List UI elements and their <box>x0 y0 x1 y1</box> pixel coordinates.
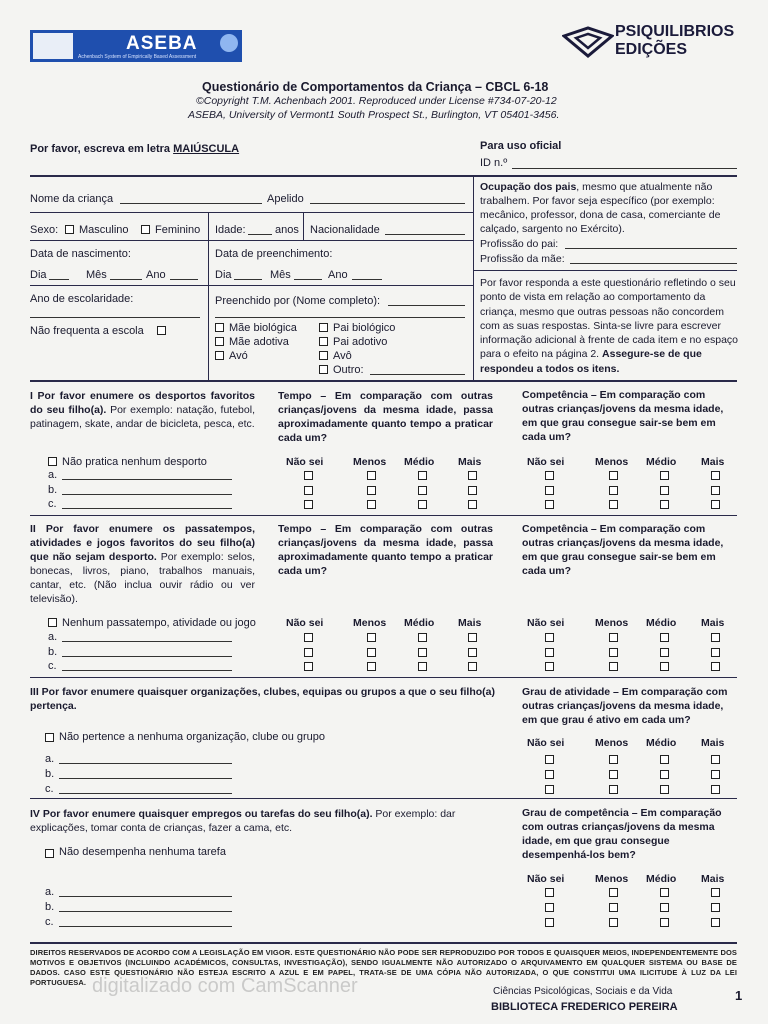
item-field[interactable] <box>59 778 232 779</box>
section-4-competence-rating-checkbox[interactable] <box>545 888 554 897</box>
footer-divider <box>30 942 737 944</box>
section-2-competence-scale-header: Menos <box>595 617 629 629</box>
cell-divider <box>303 212 304 240</box>
birth-year-field[interactable] <box>170 279 198 280</box>
section-2-time-scale-header: Não sei <box>286 617 324 629</box>
item-label: b. <box>45 768 55 780</box>
item-field[interactable] <box>59 896 232 897</box>
section-2-time-question: Tempo – Em comparação com outras crianças/jovens da mesma idade, passa aproximadamente quanto tempo a praticar cada um? <box>278 523 493 577</box>
section-4-competence-rating-checkbox[interactable] <box>711 888 720 897</box>
section-1-competence-scale-header: Mais <box>701 456 725 468</box>
item-field[interactable] <box>62 641 232 642</box>
section-3-competence-rating-checkbox[interactable] <box>711 770 720 779</box>
male-label: Masculino <box>79 224 129 236</box>
grandma-checkbox[interactable] <box>215 351 224 360</box>
section-1-time-question: Tempo – Em comparação com outras crianças/jovens da mesma idade, passa aproximadamente quanto tempo a praticar cada um? <box>278 390 493 444</box>
section-3-competence-rating-checkbox[interactable] <box>609 755 618 764</box>
section-1-time-rating-checkbox[interactable] <box>418 486 427 495</box>
section-4-competence-rating-checkbox[interactable] <box>545 918 554 927</box>
section-divider <box>30 798 737 799</box>
other-field[interactable] <box>370 374 465 375</box>
item-field[interactable] <box>62 479 232 480</box>
item-field[interactable] <box>59 926 232 927</box>
section-4-competence-rating-checkbox[interactable] <box>660 918 669 927</box>
section-1-competence-rating-checkbox[interactable] <box>545 471 554 480</box>
item-label: c. <box>45 916 54 928</box>
section-2-time-scale-header: Menos <box>353 617 387 629</box>
school-year-field[interactable] <box>30 317 200 318</box>
years-label: anos <box>275 224 299 236</box>
fill-day-label: Dia <box>215 269 232 281</box>
id-field[interactable] <box>512 168 737 169</box>
globe-icon <box>220 34 238 52</box>
section-2-competence-rating-checkbox[interactable] <box>660 662 669 671</box>
father-adopt-checkbox[interactable] <box>319 337 328 346</box>
section-3-competence-rating-checkbox[interactable] <box>609 785 618 794</box>
section-1-time-rating-checkbox[interactable] <box>418 500 427 509</box>
section-1-competence-rating-checkbox[interactable] <box>609 500 618 509</box>
fill-month-label: Mês <box>270 269 291 281</box>
section-2-time-rating-checkbox[interactable] <box>304 633 313 642</box>
section-3-none-label: Não pertence a nenhuma organização, clube ou grupo <box>59 731 326 743</box>
section-4-competence-rating-checkbox[interactable] <box>711 903 720 912</box>
instructions-emphasis: Assegure-se de que respondeu a todos os itens. <box>480 348 702 375</box>
section-1-title <box>30 389 255 431</box>
copyright-line: ©Copyright T.M. Achenbach 2001. Reproduced under License #734-07-20-12 <box>196 95 557 107</box>
item-field[interactable] <box>62 494 232 495</box>
publisher-emblem-icon <box>562 26 614 60</box>
sex-label: Sexo: <box>30 224 59 236</box>
section-2-time-rating-checkbox[interactable] <box>304 662 313 671</box>
section-4-competence-rating-checkbox[interactable] <box>609 918 618 927</box>
item-label: c. <box>48 660 57 672</box>
section-2-time-rating-checkbox[interactable] <box>468 662 477 671</box>
instructions-body: Por favor responda a este questionário refletindo o seu ponto de vista em relação ao comportamento da criança, mesmo que outras pessoas não concordem com as suas respostas. Sinta-se livre para escrever informação adicional à frente de cada item e no espaço para o efeito na página 2. <box>480 277 738 361</box>
mother-bio-checkbox[interactable] <box>215 323 224 332</box>
section-3-title: III Por favor enumere quaisquer organizações, clubes, equipas ou grupos a que o seu filho(a) pertença. <box>30 686 496 712</box>
section-2-none-checkbox[interactable] <box>48 618 57 627</box>
section-2-competence-rating-checkbox[interactable] <box>545 633 554 642</box>
birth-year-label: Ano <box>146 269 166 281</box>
section-4-none-checkbox[interactable] <box>45 849 54 858</box>
section-3-competence-scale-header: Mais <box>701 737 725 749</box>
section-2-time-rating-checkbox[interactable] <box>418 662 427 671</box>
section-2-time-rating-checkbox[interactable] <box>367 648 376 657</box>
section-1-time-rating-checkbox[interactable] <box>367 486 376 495</box>
section-2-time-scale-header: Médio <box>404 617 435 629</box>
section-3-competence-scale-header: Menos <box>595 737 629 749</box>
publisher-name: PSIQUILIBRIOS <box>615 23 735 40</box>
mother-adopt-label: Mãe adotiva <box>229 336 289 348</box>
section-4-competence-rating-checkbox[interactable] <box>609 903 618 912</box>
section-1-competence-rating-checkbox[interactable] <box>711 500 720 509</box>
section-1-competence-rating-checkbox[interactable] <box>711 486 720 495</box>
section-2-title <box>30 522 255 606</box>
section-4-competence-scale-header: Menos <box>595 873 629 885</box>
section-1-competence-rating-checkbox[interactable] <box>660 486 669 495</box>
section-2-competence-rating-checkbox[interactable] <box>609 633 618 642</box>
birth-month-field[interactable] <box>110 279 142 280</box>
fill-year-label: Ano <box>328 269 348 281</box>
row-divider <box>30 240 473 241</box>
section-2-competence-rating-checkbox[interactable] <box>545 662 554 671</box>
section-3-competence-scale-header: Não sei <box>527 737 565 749</box>
item-label: b. <box>48 646 58 658</box>
scanner-watermark: digitalizado com CamScanner <box>92 975 358 997</box>
publisher-logo <box>562 26 614 63</box>
item-label: c. <box>45 783 54 795</box>
section-1-competence-rating-checkbox[interactable] <box>660 500 669 509</box>
row-divider <box>30 285 473 286</box>
section-2-competence-rating-checkbox[interactable] <box>545 648 554 657</box>
section-1-time-rating-checkbox[interactable] <box>367 500 376 509</box>
section-2-competence-rating-checkbox[interactable] <box>711 633 720 642</box>
section-4-competence-rating-checkbox[interactable] <box>711 918 720 927</box>
aseba-logo-text: ASEBA <box>126 33 198 54</box>
section-1-time-rating-checkbox[interactable] <box>418 471 427 480</box>
item-label: a. <box>45 886 55 898</box>
father-adopt-label: Pai adotivo <box>333 336 388 348</box>
section-2-time-scale-header: Mais <box>458 617 482 629</box>
fill-month-field[interactable] <box>294 279 322 280</box>
section-1-competence-scale-header: Não sei <box>527 456 565 468</box>
section-2-competence-rating-checkbox[interactable] <box>609 648 618 657</box>
section-3-competence-rating-checkbox[interactable] <box>711 785 720 794</box>
section-1-competence-rating-checkbox[interactable] <box>609 471 618 480</box>
surname-field[interactable] <box>310 203 465 204</box>
section-1-time-rating-checkbox[interactable] <box>468 486 477 495</box>
item-field[interactable] <box>59 911 232 912</box>
item-field[interactable] <box>59 763 232 764</box>
section-4-competence-scale-header: Mais <box>701 873 725 885</box>
section-4-competence-rating-checkbox[interactable] <box>545 903 554 912</box>
section-2-competence-rating-checkbox[interactable] <box>660 633 669 642</box>
parents-occupation-text <box>480 180 738 236</box>
section-2-time-rating-checkbox[interactable] <box>468 633 477 642</box>
filled-by-label: Preenchido por (Nome completo): <box>215 295 381 307</box>
section-4-competence-rating-checkbox[interactable] <box>609 888 618 897</box>
page-number: 1 <box>735 988 743 1003</box>
section-1-time-rating-checkbox[interactable] <box>304 486 313 495</box>
section-4-competence-scale-header: Não sei <box>527 873 565 885</box>
section-2-time-rating-checkbox[interactable] <box>418 648 427 657</box>
fill-date-label: Data de preenchimento: <box>215 248 333 260</box>
mother-bio-label: Mãe biológica <box>229 322 297 334</box>
item-label: a. <box>48 469 58 481</box>
row-divider <box>473 270 737 271</box>
section-3-competence-rating-checkbox[interactable] <box>545 785 554 794</box>
form-title: Questionário de Comportamentos da Criança – CBCL 6-18 <box>202 80 549 94</box>
section-1-time-rating-checkbox[interactable] <box>468 471 477 480</box>
section-3-competence-rating-checkbox[interactable] <box>711 755 720 764</box>
section-1-competence-rating-checkbox[interactable] <box>609 486 618 495</box>
item-label: b. <box>48 484 58 496</box>
section-3-competence-rating-checkbox[interactable] <box>545 770 554 779</box>
section-1-competence-rating-checkbox[interactable] <box>711 471 720 480</box>
official-use-label: Para uso oficial <box>480 140 562 152</box>
section-3-competence-rating-checkbox[interactable] <box>660 785 669 794</box>
father-occupation-field[interactable] <box>565 248 737 249</box>
section-2-competence-rating-checkbox[interactable] <box>609 662 618 671</box>
birth-day-field[interactable] <box>49 279 69 280</box>
address-line: ASEBA, University of Vermont1 South Prospect St., Burlington, VT 05401-3456. <box>188 109 560 121</box>
item-label: b. <box>45 901 55 913</box>
section-4-heading: IV Por favor enumere quaisquer empregos ou tarefas do seu filho(a). <box>30 808 373 820</box>
section-1-competence-scale-header: Médio <box>646 456 677 468</box>
male-checkbox[interactable] <box>65 225 74 234</box>
mother-occupation-field[interactable] <box>570 263 737 264</box>
child-name-label: Nome da criança <box>30 193 114 205</box>
section-1-competence-rating-checkbox[interactable] <box>660 471 669 480</box>
grandma-label: Avó <box>229 350 248 362</box>
row-divider <box>30 212 473 213</box>
filled-by-field-2[interactable] <box>215 317 465 318</box>
section-1-time-rating-checkbox[interactable] <box>304 500 313 509</box>
mother-adopt-checkbox[interactable] <box>215 337 224 346</box>
instructions-text <box>480 276 738 376</box>
section-1-time-rating-checkbox[interactable] <box>304 471 313 480</box>
section-2-time-rating-checkbox[interactable] <box>367 662 376 671</box>
fill-year-field[interactable] <box>352 279 382 280</box>
female-checkbox[interactable] <box>141 225 150 234</box>
item-label: a. <box>45 753 55 765</box>
cell-divider <box>208 212 209 240</box>
section-2-competence-rating-checkbox[interactable] <box>711 662 720 671</box>
parents-occupation-heading: Ocupação dos pais <box>480 181 577 193</box>
section-3-competence-rating-checkbox[interactable] <box>609 770 618 779</box>
grandpa-checkbox[interactable] <box>319 351 328 360</box>
item-label: c. <box>48 498 57 510</box>
child-name-field[interactable] <box>120 203 262 204</box>
section-2-competence-rating-checkbox[interactable] <box>660 648 669 657</box>
item-field[interactable] <box>62 656 232 657</box>
age-field[interactable] <box>248 234 272 235</box>
section-2-competence-question: Competência – Em comparação com outras crianças/jovens da mesma idade, em que grau consegue sair-se bem em cada um? <box>522 523 724 577</box>
item-label: a. <box>48 631 58 643</box>
section-3-competence-rating-checkbox[interactable] <box>545 755 554 764</box>
section-2-examples: Por exemplo: selos, bonecas, livros, piano, trabalhos manuais, cantar, etc. (Não inclua ouvir rádio ou ver televisão). <box>30 551 255 605</box>
id-label: ID n.º <box>480 157 508 169</box>
section-2-none-label: Nenhum passatempo, atividade ou jogo <box>62 617 256 629</box>
section-1-none-label: Não pratica nenhum desporto <box>62 456 207 468</box>
school-year-label: Ano de escolaridade: <box>30 293 134 305</box>
write-caps-label <box>30 143 239 155</box>
section-4-competence-question: Grau de competência – Em comparação com outras crianças/jovens da mesma idade, em que grau consegue desempenhá-los bem? <box>522 807 722 861</box>
section-1-competence-rating-checkbox[interactable] <box>545 486 554 495</box>
section-1-time-rating-checkbox[interactable] <box>468 500 477 509</box>
father-bio-checkbox[interactable] <box>319 323 328 332</box>
section-4-competence-rating-checkbox[interactable] <box>660 888 669 897</box>
item-field[interactable] <box>62 670 232 671</box>
item-field[interactable] <box>59 793 232 794</box>
aseba-logo <box>30 30 242 62</box>
fill-day-field[interactable] <box>234 279 262 280</box>
grandpa-label: Avô <box>333 350 352 362</box>
other-checkbox[interactable] <box>319 365 328 374</box>
section-1-competence-scale-header: Menos <box>595 456 629 468</box>
section-3-activity-question: Grau de atividade – Em comparação com outras crianças/jovens da mesma idade, em que grau é ativo em cada um? <box>522 686 728 726</box>
parents-occupation-body: , mesmo que atualmente não trabalhem. Por favor seja específico (por exemplo: mecânico, professor, dona de casa, comerciante de calçado, sargento no Exército). <box>480 181 721 235</box>
father-bio-label: Pai biológico <box>333 322 396 334</box>
section-divider <box>30 677 737 678</box>
left-column-divider <box>208 240 209 380</box>
section-2-time-rating-checkbox[interactable] <box>468 648 477 657</box>
form-box-bottom <box>30 380 737 382</box>
filled-by-field[interactable] <box>388 305 465 306</box>
section-1-none-checkbox[interactable] <box>48 457 57 466</box>
birth-day-label: Dia <box>30 269 47 281</box>
library-stamp-line-2: BIBLIOTECA FREDERICO PEREIRA <box>491 1001 678 1013</box>
publisher-sub: EDIÇÕES <box>615 41 688 58</box>
female-label: Feminino <box>155 224 201 236</box>
section-2-time-rating-checkbox[interactable] <box>367 633 376 642</box>
section-2-competence-scale-header: Médio <box>646 617 677 629</box>
no-school-label: Não frequenta a escola <box>30 325 144 337</box>
birth-date-label: Data de nascimento: <box>30 248 131 260</box>
form-box-top <box>30 175 737 177</box>
age-label: Idade: <box>215 224 246 236</box>
section-1-time-scale-header: Mais <box>458 456 482 468</box>
section-4-examples: Por exemplo: dar explicações, tomar conta de crianças, fazer a cama, etc. <box>30 808 456 834</box>
write-caps-emphasis: MAIÚSCULA <box>173 143 240 155</box>
section-1-competence-question: Competência – Em comparação com outras crianças/jovens da mesma idade, em que grau consegue sair-se bem em cada um? <box>522 389 724 443</box>
section-4-competence-scale-header: Médio <box>646 873 677 885</box>
section-4-title <box>30 807 495 835</box>
section-2-heading: II Por favor enumere os passatempos, atividades e jogos favoritos do seu filho(a) que não sejam desporto. <box>30 523 255 563</box>
section-3-competence-scale-header: Médio <box>646 737 677 749</box>
section-2-time-rating-checkbox[interactable] <box>304 648 313 657</box>
mother-occupation-label: Profissão da mãe: <box>480 253 565 265</box>
section-4-none-label: Não desempenha nenhuma tarefa <box>59 846 226 858</box>
section-1-examples: Por exemplo: natação, futebol, patinagem, skate, andar de bicicleta, pesca, etc. <box>30 404 255 430</box>
birth-month-label: Mês <box>86 269 107 281</box>
section-2-competence-scale-header: Não sei <box>527 617 565 629</box>
section-1-time-scale-header: Menos <box>353 456 387 468</box>
no-school-checkbox[interactable] <box>157 326 166 335</box>
section-3-competence-rating-checkbox[interactable] <box>660 755 669 764</box>
aseba-subtitle: Achenbach System of Empirically Based Assessment <box>78 54 197 60</box>
nationality-label: Nacionalidade <box>310 224 380 236</box>
section-2-time-rating-checkbox[interactable] <box>418 633 427 642</box>
section-4-competence-rating-checkbox[interactable] <box>660 903 669 912</box>
section-1-time-scale-header: Não sei <box>286 456 324 468</box>
father-occupation-label: Profissão do pai: <box>480 238 559 250</box>
section-2-competence-scale-header: Mais <box>701 617 725 629</box>
write-caps-text: Por favor, escreva em letra <box>30 143 174 155</box>
item-field[interactable] <box>62 508 232 509</box>
other-label: Outro: <box>333 364 364 376</box>
library-stamp-line-1: Ciências Psicológicas, Sociais e da Vida <box>493 986 673 997</box>
surname-label: Apelido <box>267 193 304 205</box>
section-1-time-rating-checkbox[interactable] <box>367 471 376 480</box>
rights-notice: DIREITOS RESERVADOS DE ACORDO COM A LEGISLAÇÃO EM VIGOR. ESTE QUESTIONÁRIO NÃO PODE SER REPRODUZIDO POR TODOS E QUAISQUER MEIOS, INDEPENDENTEMENTE DOS MOTIVOS E OBJETIVOS (INCLUINDO ACADÉMICOS, CONSULTAS, INVESTIGAÇÃO), SENDO IGUALMENTE NÃO AUTORIZADO O ARQUIVAMENTO EM QUALQUER SISTEMA OU BASE DE DADOS. CASO ESTE QUESTIONÁRIO NÃO ESTEJA ESCRITO A AZUL E EM PAPEL, TRATA-SE DE UMA CÓPIA NÃO AUTORIZADA, O QUE CONSTITUI UMA ILICITUDE À LUZ DA LEI PORTUGUESA. <box>30 948 737 987</box>
section-1-heading: I Por favor enumere os desportos favoritos do seu filho(a). <box>30 390 255 416</box>
aseba-logo-emblem <box>33 33 73 59</box>
nationality-field[interactable] <box>385 234 465 235</box>
form-box-divider <box>473 175 474 380</box>
section-1-time-scale-header: Médio <box>404 456 435 468</box>
section-3-none-checkbox[interactable] <box>45 733 54 742</box>
section-1-competence-rating-checkbox[interactable] <box>545 500 554 509</box>
section-divider <box>30 515 737 516</box>
section-2-competence-rating-checkbox[interactable] <box>711 648 720 657</box>
section-3-competence-rating-checkbox[interactable] <box>660 770 669 779</box>
